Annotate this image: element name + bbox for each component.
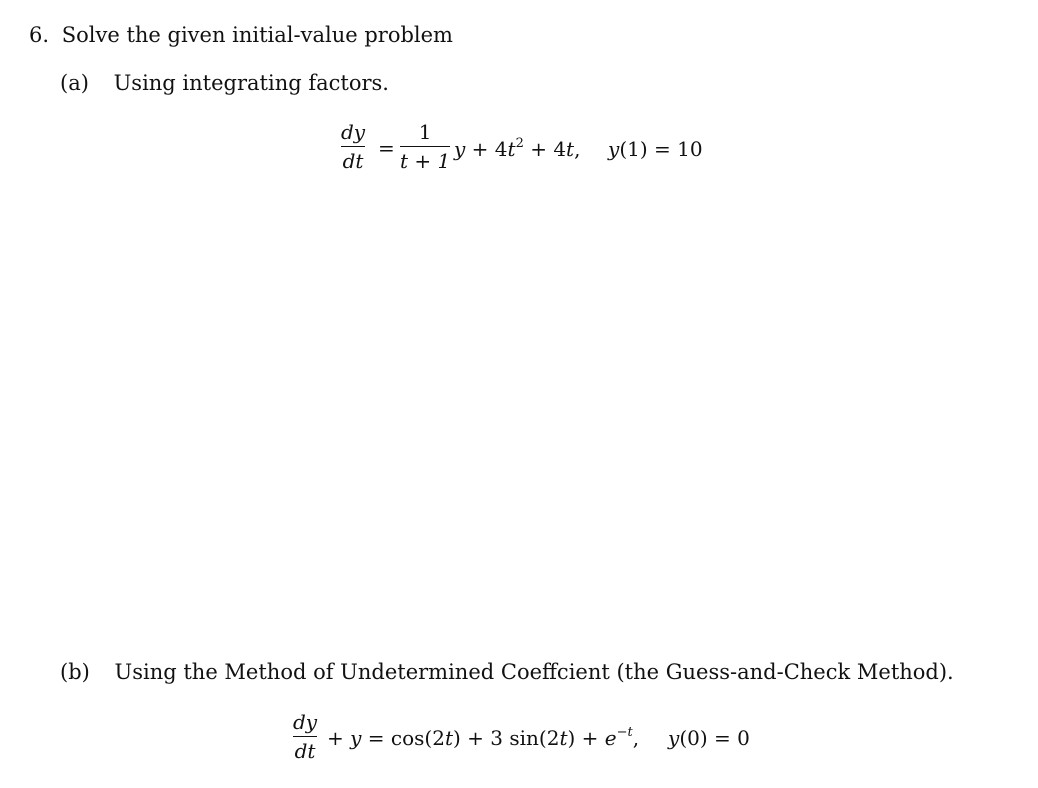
var-t: t bbox=[444, 726, 453, 750]
part-a-text: Using integrating factors. bbox=[113, 71, 389, 95]
equation-b-lhs-denominator: dt bbox=[294, 739, 316, 763]
equation-a-rhs-denominator: t + 1 bbox=[400, 149, 451, 173]
fraction-bar bbox=[400, 146, 450, 147]
part-b-label: (b) bbox=[60, 660, 90, 684]
comma: , bbox=[574, 137, 581, 161]
var-t: t bbox=[566, 137, 575, 161]
equation-b-initial-condition bbox=[668, 728, 750, 748]
var-y: y bbox=[454, 137, 466, 161]
part-a-label: (a) bbox=[60, 71, 89, 95]
comma: , bbox=[632, 726, 640, 750]
equation-a-rhs-terms bbox=[454, 136, 581, 161]
var-e: e bbox=[604, 726, 617, 750]
equation-b-lhs-numerator: dy bbox=[293, 710, 318, 734]
var-t: t bbox=[559, 726, 568, 750]
exponent-neg-t: −t bbox=[616, 725, 633, 740]
rhs-part-3: ) + bbox=[567, 726, 605, 750]
rhs-part-2: ) + 3 sin(2 bbox=[453, 726, 560, 750]
equation-a-initial-condition bbox=[608, 139, 703, 159]
ic-value: (0) = 0 bbox=[679, 726, 750, 750]
rhs-part-1: = cos(2 bbox=[367, 726, 445, 750]
term-4t2-coef: + 4 bbox=[471, 137, 508, 161]
problem-number: 6. bbox=[29, 23, 50, 47]
part-b-text: Using the Method of Undetermined Coeffcient (the Guess-and-Check Method). bbox=[114, 660, 954, 684]
fraction-bar bbox=[341, 146, 365, 147]
var-t: t bbox=[507, 137, 516, 161]
ic-value: (1) = 10 bbox=[619, 137, 703, 161]
equation-b-terms bbox=[327, 725, 640, 750]
equation-a-rhs-fraction bbox=[400, 122, 450, 171]
var-y: y bbox=[668, 726, 680, 750]
var-y: y bbox=[608, 137, 620, 161]
problem-heading bbox=[29, 25, 453, 46]
exponent-2: 2 bbox=[515, 136, 524, 151]
var-y: y bbox=[350, 726, 362, 750]
part-a-heading bbox=[60, 73, 389, 94]
problem-title: Solve the given initial-value problem bbox=[61, 23, 453, 47]
equation-a-lhs-fraction bbox=[341, 122, 365, 171]
equation-a-lhs-denominator: dt bbox=[342, 149, 364, 173]
plus: + bbox=[327, 726, 351, 750]
equation-a-equals: = bbox=[378, 136, 395, 160]
term-4t-coef: + 4 bbox=[530, 137, 567, 161]
fraction-bar bbox=[293, 736, 317, 737]
equation-a-rhs-numerator: 1 bbox=[418, 120, 432, 144]
equation-b-lhs-fraction bbox=[293, 712, 317, 761]
equation-a-lhs-numerator: dy bbox=[341, 120, 366, 144]
part-b-heading bbox=[60, 662, 954, 683]
